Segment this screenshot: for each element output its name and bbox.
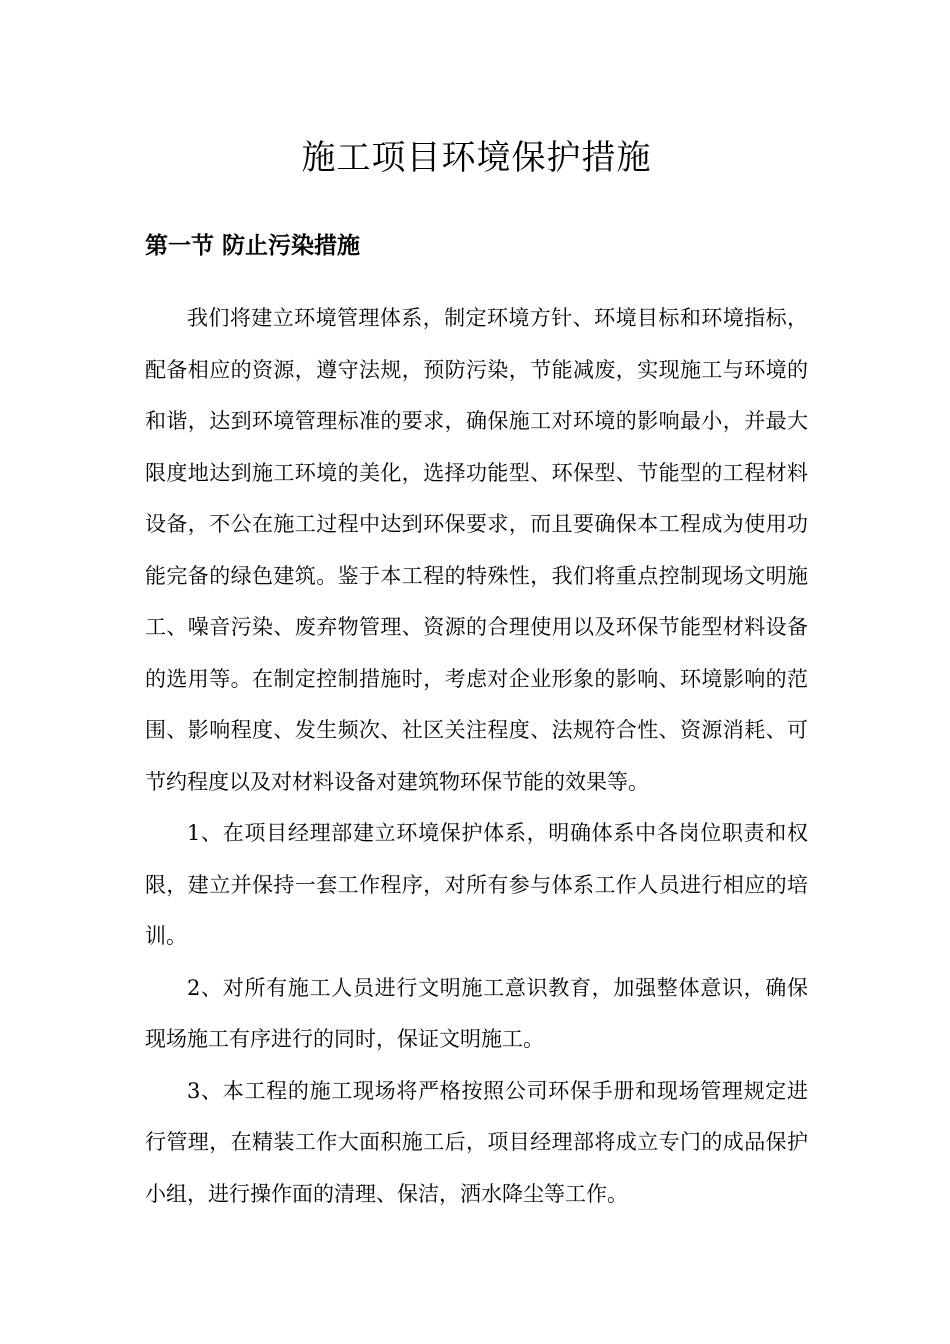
measure-paragraph-3: 3、本工程的施工现场将严格按照公司环保手册和现场管理规定进行管理，在精装工作大面积施工后，项目经理部将成立专门的成品保护小组，进行操作面的清理、保洁，洒水降尘等工作。 bbox=[145, 1078, 808, 1206]
measure-paragraph-2: 2、对所有施工人员进行文明施工意识教育，加强整体意识，确保现场施工有序进行的同时，保证文明施工。 bbox=[145, 975, 808, 1051]
document-title: 施工项目环境保护措施 bbox=[301, 138, 652, 178]
section-heading: 第一节 防止污染措施 bbox=[145, 233, 361, 259]
measure-paragraph-1: 1、在项目经理部建立环境保护体系，明确体系中各岗位职责和权限，建立并保持一套工作程序，对所有参与体系工作人员进行相应的培训。 bbox=[145, 821, 808, 948]
intro-paragraph: 我们将建立环境管理体系，制定环境方针、环境目标和环境指标，配备相应的资源，遵守法规，预防污染，节能减废，实现施工与环境的和谐，达到环境管理标准的要求，确保施工对环境的影响最小，并最大限度地达到施工环境的美化，选择功能型、环保型、节能型的工程材料设备，不公在施工过程中达到环保要求，而且要确保本工程成为使用功能完备的绿色建筑。鉴于本工程的特殊性，我们将重点控制现场文明施工、噪音污染、废弃物管理、资源的合理使用以及环保节能型材料设备的选用等。在制定控制措施时，考虑对企业形象的影响、环境影响的范围、影响程度、发生频次、社区关注程度、法规符合性、资源消耗、可节约程度以及对材料设备对建筑物环保节能的效果等。 bbox=[145, 306, 808, 794]
